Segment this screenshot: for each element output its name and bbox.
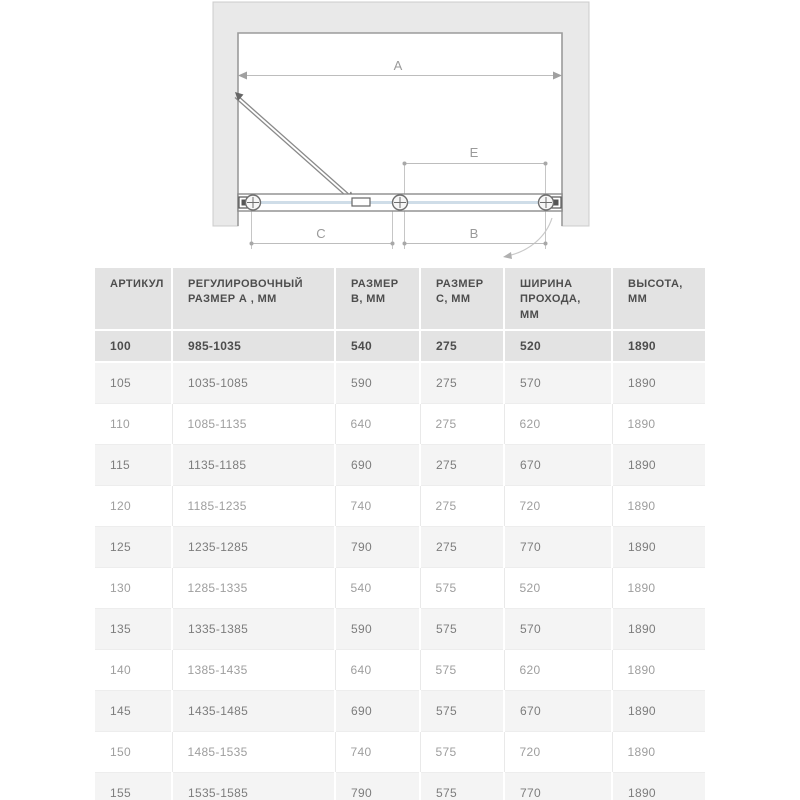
- table-cell: 620: [504, 649, 612, 690]
- table-cell: 130: [95, 567, 172, 608]
- header-size-c: РАЗМЕР C, ММ: [420, 268, 504, 330]
- door-swing-arc: [503, 218, 552, 259]
- installation-diagram: [0, 0, 800, 262]
- table-row: [95, 330, 705, 362]
- table-cell: 145: [95, 690, 172, 731]
- table-row: [95, 690, 705, 731]
- header-article: АРТИКУЛ: [95, 268, 172, 330]
- table-cell: 120: [95, 485, 172, 526]
- table-cell: 1085-1135: [172, 403, 335, 444]
- table-cell: 1185-1235: [172, 485, 335, 526]
- dimension-c-label: C: [316, 226, 326, 241]
- table-row: [95, 731, 705, 772]
- table-cell: 1385-1435: [172, 649, 335, 690]
- table-cell: 100: [95, 330, 172, 362]
- table-cell: 570: [504, 362, 612, 403]
- table-cell: 690: [335, 690, 420, 731]
- table-cell: 125: [95, 526, 172, 567]
- middle-roller: [393, 195, 408, 210]
- table-cell: 790: [335, 526, 420, 567]
- table-row: [95, 526, 705, 567]
- table-cell: 1485-1535: [172, 731, 335, 772]
- right-roller: [539, 195, 554, 210]
- table-cell: 720: [504, 485, 612, 526]
- dimension-a: [238, 58, 562, 80]
- door-handle: [352, 198, 370, 206]
- table-cell: 985-1035: [172, 330, 335, 362]
- table-cell: 740: [335, 485, 420, 526]
- dimension-b-label: B: [469, 226, 479, 241]
- table-cell: 790: [335, 772, 420, 800]
- table-cell: 1890: [612, 690, 705, 731]
- table-cell: 540: [335, 330, 420, 362]
- table-header: [95, 268, 705, 330]
- table-body: [95, 330, 705, 800]
- table-row: [95, 608, 705, 649]
- table-cell: 1035-1085: [172, 362, 335, 403]
- table-cell: 670: [504, 444, 612, 485]
- table-cell: 620: [504, 403, 612, 444]
- table-cell: 135: [95, 608, 172, 649]
- wall: [213, 2, 589, 226]
- table-cell: 275: [420, 444, 504, 485]
- table-cell: 520: [504, 330, 612, 362]
- table-cell: 520: [504, 567, 612, 608]
- table-cell: 275: [420, 403, 504, 444]
- table-cell: 275: [420, 485, 504, 526]
- table-cell: 150: [95, 731, 172, 772]
- table-cell: 275: [420, 526, 504, 567]
- table-cell: 575: [420, 608, 504, 649]
- table-cell: 1890: [612, 444, 705, 485]
- table-cell: 1890: [612, 403, 705, 444]
- table-cell: 575: [420, 772, 504, 800]
- table-cell: 1235-1285: [172, 526, 335, 567]
- header-passage-width: ШИРИНА ПРОХОДА, ММ: [504, 268, 612, 330]
- table-cell: 1890: [612, 608, 705, 649]
- table-cell: 690: [335, 444, 420, 485]
- table-cell: 770: [504, 772, 612, 800]
- table-row: [95, 772, 705, 800]
- left-roller: [246, 195, 261, 210]
- table-cell: 770: [504, 526, 612, 567]
- table-cell: 275: [420, 362, 504, 403]
- table-cell: 1890: [612, 485, 705, 526]
- table-cell: 1890: [612, 649, 705, 690]
- table-cell: 1890: [612, 731, 705, 772]
- table-cell: 570: [504, 608, 612, 649]
- table-row: [95, 362, 705, 403]
- table-cell: 1285-1335: [172, 567, 335, 608]
- open-door-panel: [235, 92, 355, 200]
- table-cell: 140: [95, 649, 172, 690]
- table-cell: 590: [335, 608, 420, 649]
- size-spec-table: [95, 268, 705, 800]
- table-cell: 110: [95, 403, 172, 444]
- table-cell: 1135-1185: [172, 444, 335, 485]
- table-cell: 590: [335, 362, 420, 403]
- table-header-row: [95, 268, 705, 330]
- table-cell: 1435-1485: [172, 690, 335, 731]
- table-row: [95, 649, 705, 690]
- dimension-e-label: E: [469, 145, 479, 160]
- table-cell: 575: [420, 567, 504, 608]
- table-row: [95, 567, 705, 608]
- table-cell: 540: [335, 567, 420, 608]
- table-cell: 720: [504, 731, 612, 772]
- table-row: [95, 444, 705, 485]
- header-height: ВЫСОТА, ММ: [612, 268, 705, 330]
- table-cell: 670: [504, 690, 612, 731]
- table-cell: 275: [420, 330, 504, 362]
- table-cell: 640: [335, 649, 420, 690]
- table-row: [95, 485, 705, 526]
- table-cell: 105: [95, 362, 172, 403]
- table-cell: 1535-1585: [172, 772, 335, 800]
- table-cell: 1890: [612, 526, 705, 567]
- table-cell: 155: [95, 772, 172, 800]
- table-cell: 575: [420, 731, 504, 772]
- table-cell: 115: [95, 444, 172, 485]
- shower-door-drawing: [0, 0, 800, 262]
- table-cell: 640: [335, 403, 420, 444]
- dimension-e: [403, 145, 548, 166]
- table-cell: 1890: [612, 567, 705, 608]
- table-cell: 575: [420, 690, 504, 731]
- table-cell: 1890: [612, 362, 705, 403]
- table-cell: 1890: [612, 330, 705, 362]
- dimension-b: [403, 226, 548, 246]
- size-spec-table-container: [95, 268, 705, 800]
- dimension-a-label: A: [393, 58, 403, 73]
- table-cell: 575: [420, 649, 504, 690]
- table-row: [95, 403, 705, 444]
- header-size-b: РАЗМЕР B, ММ: [335, 268, 420, 330]
- header-adjustment-size-a: РЕГУЛИРОВОЧНЫЙ РАЗМЕР А , ММ: [172, 268, 335, 330]
- table-cell: 1890: [612, 772, 705, 800]
- table-cell: 1335-1385: [172, 608, 335, 649]
- table-cell: 740: [335, 731, 420, 772]
- dimension-c: [250, 226, 395, 246]
